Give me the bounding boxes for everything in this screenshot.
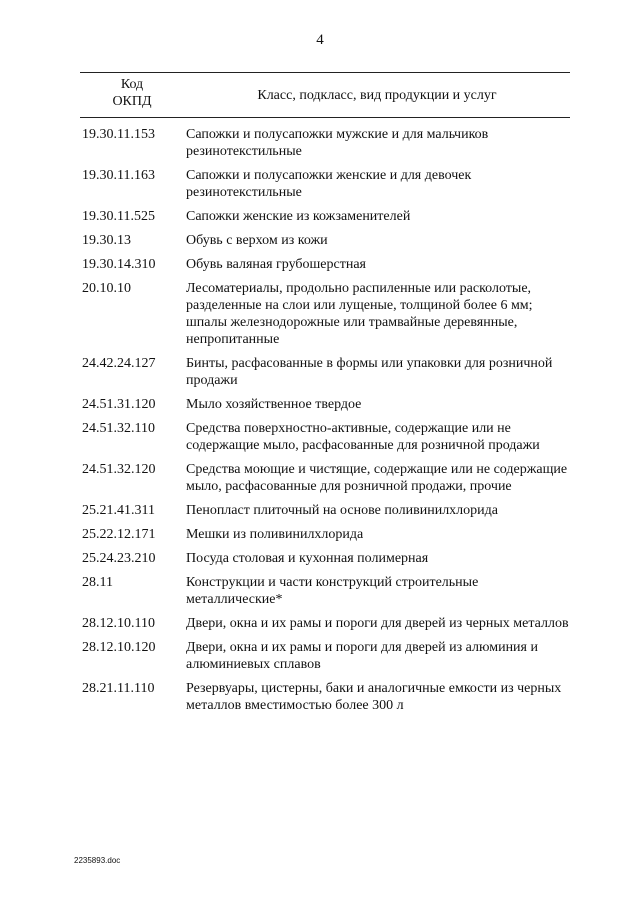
table-row <box>82 461 572 495</box>
row-description: Резервуары, цистерны, баки и аналогичные емкости из черных металлов вместимостью более 300 л <box>186 681 562 713</box>
row-description: Двери, окна и их рамы и пороги для дверей из черных металлов <box>186 616 569 631</box>
row-description: Пенопласт плиточный на основе поливинилхлорида <box>186 503 498 518</box>
table-row <box>82 420 572 454</box>
row-code: 28.11 <box>82 575 113 590</box>
table-row <box>82 526 572 543</box>
row-code: 19.30.14.310 <box>82 257 156 272</box>
row-code: 19.30.13 <box>82 233 131 248</box>
row-code: 24.51.31.120 <box>82 397 156 412</box>
table-body <box>82 126 572 721</box>
table-row <box>82 615 572 632</box>
table-row <box>82 208 572 225</box>
header-code-column <box>80 73 184 117</box>
row-code: 20.10.10 <box>82 281 131 296</box>
row-code: 28.12.10.110 <box>82 616 155 631</box>
row-code: 24.51.32.120 <box>82 462 156 477</box>
table-row <box>82 574 572 608</box>
row-description: Посуда столовая и кухонная полимерная <box>186 551 429 566</box>
row-code: 24.42.24.127 <box>82 356 156 371</box>
table-row <box>82 280 572 348</box>
header-code-line2: ОКПД <box>112 94 152 109</box>
table-row <box>82 502 572 519</box>
table-row <box>82 550 572 567</box>
row-description: Конструкции и части конструкций строительные металлические* <box>186 575 479 607</box>
row-code: 25.22.12.171 <box>82 527 156 542</box>
row-description: Сапожки женские из кожзаменителей <box>186 209 411 224</box>
footer-filename: 2235893.doc <box>74 856 121 865</box>
row-description: Сапожки и полусапожки женские и для девочек резинотекстильные <box>186 168 472 200</box>
table-row <box>82 167 572 201</box>
table-row <box>82 232 572 249</box>
row-code: 19.30.11.163 <box>82 168 155 183</box>
row-description: Обувь с верхом из кожи <box>186 233 328 248</box>
row-code: 25.21.41.311 <box>82 503 155 518</box>
table-row <box>82 126 572 160</box>
row-description: Мешки из поливинилхлорида <box>186 527 364 542</box>
table-header <box>80 72 570 118</box>
row-description: Обувь валяная грубошерстная <box>186 257 366 272</box>
table-row <box>82 355 572 389</box>
table-row <box>82 396 572 413</box>
row-code: 28.12.10.120 <box>82 640 156 655</box>
table-row <box>82 256 572 273</box>
row-description: Средства моющие и чистящие, содержащие или не содержащие мыло, расфасованные для розничной продажи, прочие <box>186 462 568 494</box>
row-description: Сапожки и полусапожки мужские и для мальчиков резинотекстильные <box>186 127 489 159</box>
header-code-line1: Код <box>120 77 144 92</box>
row-description: Лесоматериалы, продольно распиленные или расколотые, разделенные на слои или лущеные, толщиной более 6 мм; шпалы железнодорожные или трамвайные деревянные, непропитанные <box>186 281 533 347</box>
row-description: Бинты, расфасованные в формы или упаковки для розничной продажи <box>186 356 553 388</box>
row-code: 25.24.23.210 <box>82 551 156 566</box>
row-code: 19.30.11.153 <box>82 127 155 142</box>
table-row <box>82 680 572 714</box>
row-description: Мыло хозяйственное твердое <box>186 397 362 412</box>
row-description: Средства поверхностно-активные, содержащие или не содержащие мыло, расфасованные для розничной продажи <box>186 421 540 453</box>
row-description: Двери, окна и их рамы и пороги для дверей из алюминия и алюминиевых сплавов <box>186 640 538 672</box>
row-code: 28.21.11.110 <box>82 681 155 696</box>
row-code: 24.51.32.110 <box>82 421 155 436</box>
page-number: 4 <box>316 32 324 48</box>
row-code: 19.30.11.525 <box>82 209 155 224</box>
header-description-column: Класс, подкласс, вид продукции и услуг <box>257 87 497 103</box>
table-row <box>82 639 572 673</box>
